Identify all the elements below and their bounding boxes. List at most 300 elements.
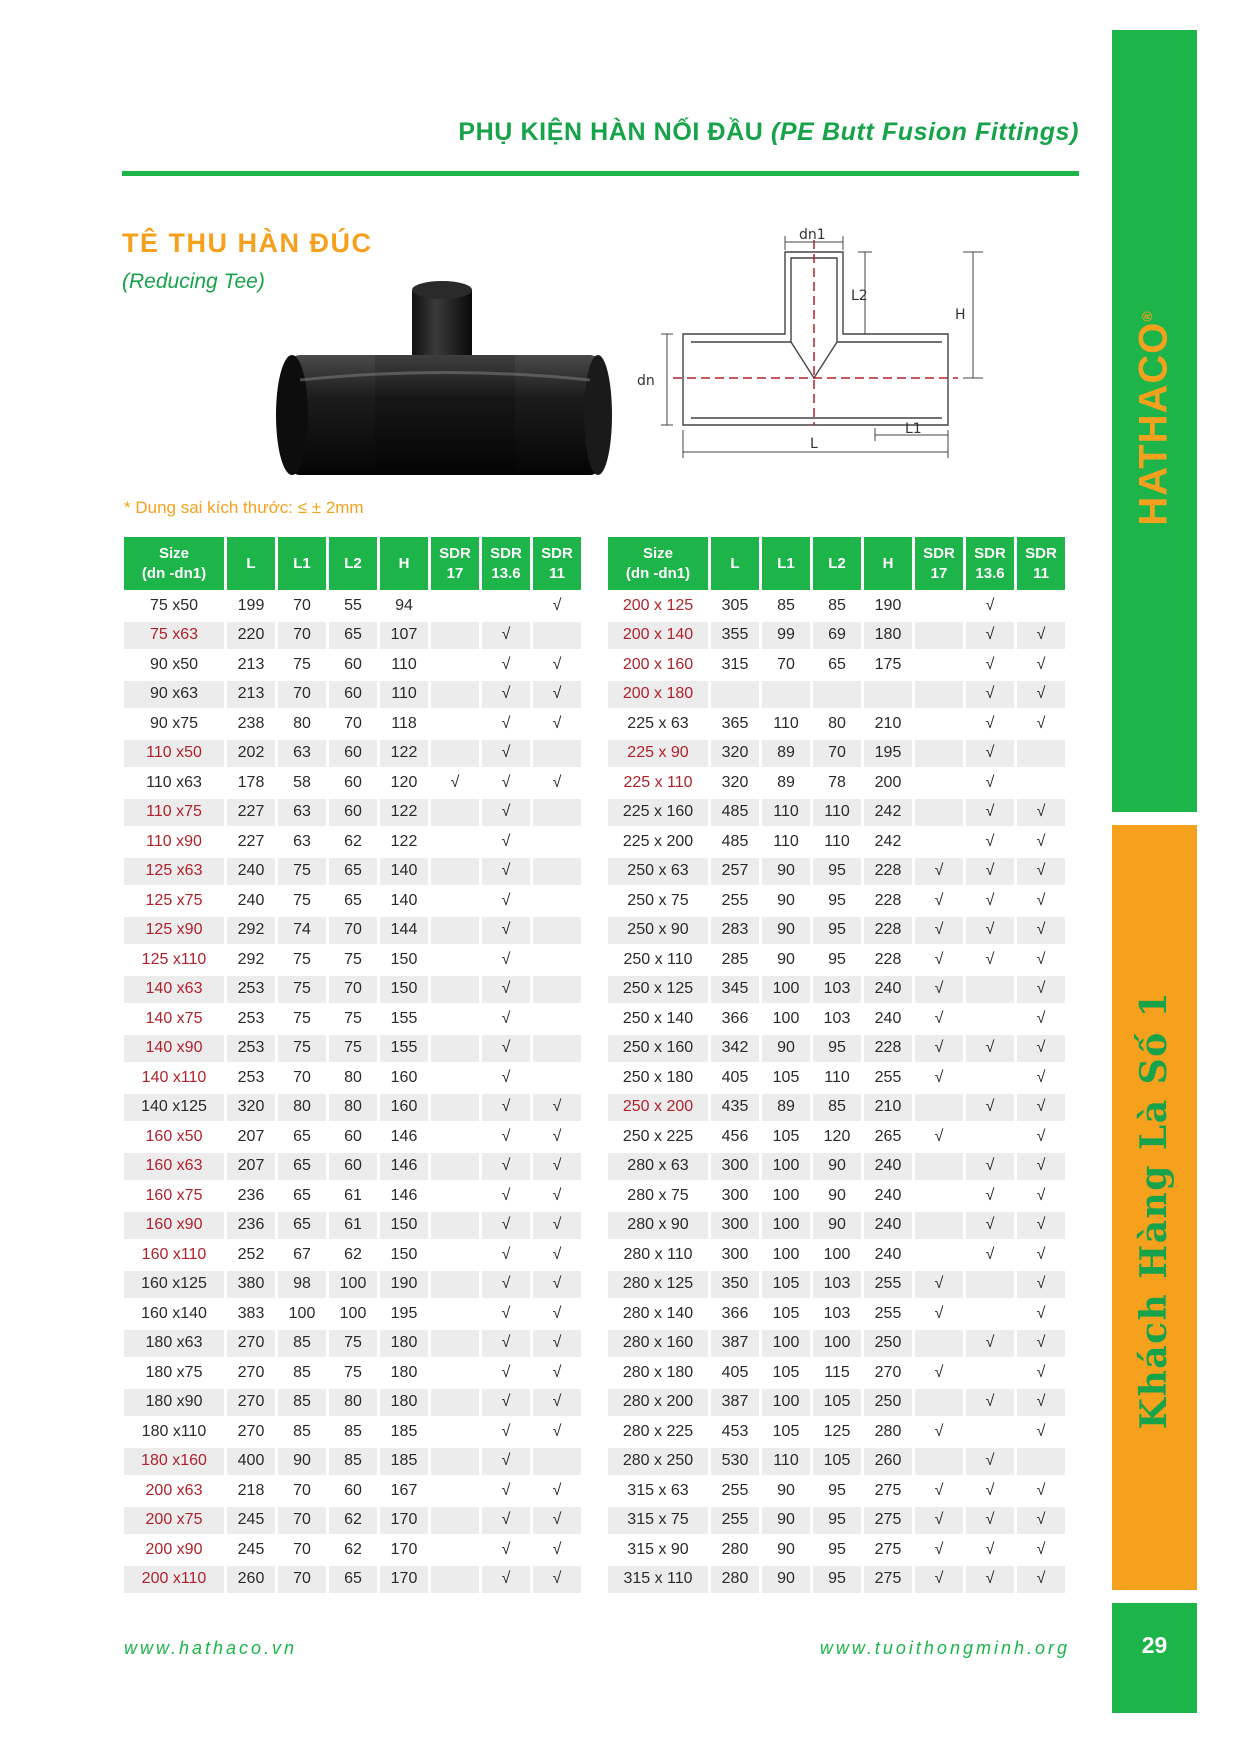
cell-l1: 75: [278, 858, 326, 886]
cell-l: 255: [711, 1507, 759, 1535]
cell-sdr11: √: [1036, 950, 1046, 968]
cell-size: 140 x110: [141, 1068, 207, 1086]
table-row: [124, 799, 581, 827]
cell-l2: 85: [828, 596, 846, 614]
table-row: [608, 769, 1065, 797]
cell-h: 255: [864, 1271, 912, 1299]
table-row: [124, 1566, 581, 1594]
cell-size: 160 x63: [124, 1153, 224, 1181]
cell-sdr17: [431, 1123, 479, 1151]
cell-sdr17: √: [915, 976, 963, 1004]
cell-sdr11: √: [533, 1389, 581, 1417]
cell-l1: 63: [293, 832, 311, 850]
cell-sdr11: [533, 887, 581, 915]
cell-l2: 95: [828, 1540, 846, 1558]
cell-l1: 90: [762, 1566, 810, 1594]
cell-l1: 65: [293, 1127, 311, 1145]
cell-sdr11: √: [1036, 655, 1046, 673]
cell-sdr11: √: [552, 1540, 562, 1558]
cell-size: 250 x 110: [623, 950, 693, 968]
table-row: [124, 769, 581, 797]
cell-sdr11: √: [1017, 917, 1065, 945]
cell-sdr136: √: [501, 950, 511, 968]
cell-l: 199: [237, 596, 265, 614]
cell-h: 150: [390, 950, 418, 968]
cell-sdr17: [915, 828, 963, 856]
cell-l: 280: [721, 1540, 749, 1558]
cell-h: 150: [390, 1245, 418, 1263]
cell-h: 190: [874, 596, 902, 614]
cell-l1: 99: [762, 622, 810, 650]
cell-sdr11: √: [552, 1422, 562, 1440]
header-divider: [122, 171, 1079, 176]
cell-size: 250 x 125: [608, 976, 708, 1004]
cell-sdr136: [966, 1300, 1014, 1328]
cell-l2: 103: [823, 1304, 851, 1322]
cell-h: 228: [874, 891, 902, 909]
page-header: [122, 118, 1079, 147]
cell-sdr11: [1017, 769, 1065, 797]
cell-sdr17: [431, 858, 479, 886]
cell-sdr17: [431, 740, 479, 768]
cell-sdr17: [431, 976, 479, 1004]
header-l2: L2: [813, 537, 861, 590]
header-l: L: [711, 537, 759, 590]
cell-size: 280 x 225: [622, 1422, 694, 1440]
cell-l2: 115: [824, 1363, 850, 1381]
diagram-label-l2: L2: [851, 288, 868, 304]
header-sdr136: SDR 13.6: [482, 537, 530, 590]
cell-h: 228: [864, 1035, 912, 1063]
table-row: [608, 1123, 1065, 1151]
cell-sdr11: √: [1036, 1481, 1046, 1499]
cell-l: 300: [721, 1245, 749, 1263]
cell-sdr136: [966, 1271, 1014, 1299]
cell-size: 225 x 200: [622, 832, 694, 850]
cell-l1: 65: [293, 1186, 311, 1204]
cell-l2: 80: [329, 1389, 377, 1417]
cell-l: 253: [227, 976, 275, 1004]
tolerance-note: * Dung sai kích thước: ≤ ± 2mm: [124, 498, 364, 517]
cell-sdr17: [915, 622, 963, 650]
cell-size: 200 x 180: [608, 681, 708, 709]
cell-sdr136: √: [985, 596, 995, 614]
cell-l2: 103: [813, 976, 861, 1004]
cell-sdr136: √: [966, 681, 1014, 709]
cell-sdr11: √: [1036, 1127, 1046, 1145]
cell-l1: 75: [293, 655, 311, 673]
size-table-right: [605, 535, 1068, 1595]
cell-l1: 85: [293, 1363, 311, 1381]
cell-l1: 70: [278, 622, 326, 650]
cell-h: 195: [864, 740, 912, 768]
cell-size: 250 x 160: [608, 1035, 708, 1063]
cell-sdr17: [431, 681, 479, 709]
cell-size: 225 x 90: [608, 740, 708, 768]
cell-l2: 69: [813, 622, 861, 650]
cell-l2: 75: [329, 1330, 377, 1358]
cell-l2: 95: [813, 858, 861, 886]
cell-sdr11: √: [1036, 1245, 1046, 1263]
cell-size: 280 x 250: [608, 1448, 708, 1476]
cell-h: 110: [391, 655, 417, 673]
cell-sdr17: √: [934, 950, 944, 968]
cell-l: 380: [227, 1271, 275, 1299]
cell-size: 280 x 125: [608, 1271, 708, 1299]
cell-sdr136: [966, 1418, 1014, 1446]
cell-sdr11: √: [1036, 1009, 1046, 1027]
cell-sdr17: [431, 592, 479, 620]
cell-sdr17: √: [450, 773, 460, 791]
cell-sdr136: √: [482, 1035, 530, 1063]
cell-l2: 100: [329, 1271, 377, 1299]
cell-sdr11: √: [533, 1330, 581, 1358]
cell-sdr11: √: [1036, 1304, 1046, 1322]
slogan-text: Khách Hàng Là Số 1: [1133, 990, 1175, 1430]
cell-h: 122: [380, 740, 428, 768]
footer-website-right[interactable]: www.tuoithongminh.org: [819, 1638, 1070, 1658]
cell-l: 270: [227, 1330, 275, 1358]
cell-h: 255: [874, 1068, 902, 1086]
cell-sdr136: √: [966, 1035, 1014, 1063]
cell-sdr17: √: [934, 1363, 944, 1381]
cell-h: 265: [874, 1127, 902, 1145]
cell-sdr11: [1017, 740, 1065, 768]
table-header-row: [124, 537, 581, 590]
cell-sdr11: √: [552, 655, 562, 673]
cell-size: 200 x 125: [622, 596, 694, 614]
cell-h: 195: [390, 1304, 418, 1322]
cell-l2: 100: [813, 1330, 861, 1358]
cell-sdr136: [966, 976, 1014, 1004]
table-row: [608, 799, 1065, 827]
cell-l2: 100: [339, 1304, 367, 1322]
cell-l2: 95: [813, 1566, 861, 1594]
cell-l1: 105: [772, 1068, 800, 1086]
cell-h: 180: [380, 1330, 428, 1358]
table-row: [124, 1182, 581, 1210]
cell-l: 405: [721, 1068, 749, 1086]
table-row: [608, 917, 1065, 945]
cell-l2: 65: [329, 622, 377, 650]
diagram-label-dn: dn: [637, 373, 655, 389]
cell-h: 240: [874, 1009, 902, 1027]
cell-l1: 100: [772, 1245, 800, 1263]
cell-sdr11: [533, 828, 581, 856]
cell-h: [864, 681, 912, 709]
cell-size: 315 x 75: [608, 1507, 708, 1535]
cell-sdr11: √: [1036, 1422, 1046, 1440]
cell-h: 140: [390, 891, 418, 909]
cell-sdr11: √: [533, 1094, 581, 1122]
cell-l1: 70: [293, 1540, 311, 1558]
cell-size: 110 x63: [146, 773, 202, 791]
cell-l1: 100: [762, 976, 810, 1004]
cell-h: 242: [874, 832, 902, 850]
cell-sdr136: √: [482, 858, 530, 886]
cell-sdr136: √: [966, 1389, 1014, 1417]
cell-l1: 80: [293, 714, 311, 732]
cell-l: 257: [711, 858, 759, 886]
cell-sdr11: [533, 858, 581, 886]
cell-h: 155: [380, 1035, 428, 1063]
cell-sdr17: [431, 1241, 479, 1269]
cell-size: 110 x75: [124, 799, 224, 827]
cell-size: 90 x63: [124, 681, 224, 709]
cell-l2: [813, 681, 861, 709]
cell-l1: 74: [278, 917, 326, 945]
cell-size: 315 x 90: [627, 1540, 689, 1558]
cell-size: 250 x 63: [608, 858, 708, 886]
cell-l1: 85: [278, 1330, 326, 1358]
table-row: [124, 1300, 581, 1328]
table-row: [608, 740, 1065, 768]
cell-size: 90 x50: [149, 655, 199, 673]
cell-sdr136: √: [985, 714, 995, 732]
cell-l1: 90: [762, 858, 810, 886]
cell-sdr136: √: [482, 1330, 530, 1358]
cell-l: 285: [721, 950, 749, 968]
table-row: [124, 651, 581, 679]
cell-l1: 58: [293, 773, 311, 791]
page-title-en: (PE Butt Fusion Fittings): [770, 118, 1079, 146]
cell-l2: 61: [344, 1186, 362, 1204]
cell-sdr136: √: [501, 1009, 511, 1027]
cell-l: 238: [237, 714, 265, 732]
cell-sdr17: [915, 769, 963, 797]
cell-l: 345: [711, 976, 759, 1004]
table-row: [124, 740, 581, 768]
cell-sdr11: √: [1017, 1330, 1065, 1358]
cell-l2: 95: [813, 1035, 861, 1063]
cell-size: 140 x125: [124, 1094, 224, 1122]
cell-l1: 70: [278, 1507, 326, 1535]
cell-l1: 110: [762, 799, 810, 827]
cell-l1: 110: [773, 832, 799, 850]
product-title: TÊ THU HÀN ĐÚC: [122, 228, 373, 258]
cell-sdr136: √: [966, 1507, 1014, 1535]
cell-sdr11: √: [1017, 1212, 1065, 1240]
table-row: [608, 592, 1065, 620]
cell-sdr136: √: [501, 832, 511, 850]
table-row: [608, 1035, 1065, 1063]
cell-sdr17: √: [934, 1540, 944, 1558]
cell-size: 140 x90: [124, 1035, 224, 1063]
cell-h: 250: [864, 1330, 912, 1358]
cell-sdr136: [966, 1123, 1014, 1151]
header-size: Size (dn -dn1): [608, 537, 708, 590]
cell-l2: 110: [824, 832, 850, 850]
cell-l: 350: [711, 1271, 759, 1299]
cell-l2: 75: [344, 1009, 362, 1027]
cell-sdr11: √: [1017, 1389, 1065, 1417]
cell-l: 213: [237, 655, 265, 673]
cell-l2: 90: [828, 1186, 846, 1204]
cell-sdr11: [533, 946, 581, 974]
cell-size: 180 x160: [124, 1448, 224, 1476]
cell-sdr17: [431, 917, 479, 945]
cell-l2: 65: [344, 891, 362, 909]
table-row: [608, 1566, 1065, 1594]
table-row: [124, 1507, 581, 1535]
cell-h: 94: [395, 596, 413, 614]
cell-sdr136: √: [966, 1330, 1014, 1358]
cell-size: 125 x63: [124, 858, 224, 886]
cell-l: 405: [721, 1363, 749, 1381]
cell-l: 355: [711, 622, 759, 650]
cell-sdr11: [533, 622, 581, 650]
cell-sdr17: [431, 1094, 479, 1122]
cell-h: 170: [390, 1540, 418, 1558]
cell-l1: 90: [762, 1507, 810, 1535]
cell-l1: 85: [777, 596, 795, 614]
cell-size: 75 x50: [149, 596, 199, 614]
table-row: [608, 828, 1065, 856]
cell-l: 305: [721, 596, 749, 614]
cell-sdr136: √: [501, 773, 511, 791]
cell-l: 178: [237, 773, 265, 791]
table-row: [608, 1212, 1065, 1240]
cell-l1: [762, 681, 810, 709]
cell-l2: 95: [828, 891, 846, 909]
cell-sdr136: √: [501, 1540, 511, 1558]
cell-sdr11: √: [1017, 1094, 1065, 1122]
cell-l1: 70: [777, 655, 795, 673]
table-body-left: [124, 592, 581, 1593]
cell-sdr11: √: [533, 681, 581, 709]
table-row: [608, 946, 1065, 974]
cell-size: 75 x63: [124, 622, 224, 650]
table-row: [608, 1418, 1065, 1446]
cell-l2: 70: [813, 740, 861, 768]
cell-l1: 90: [762, 917, 810, 945]
table-row: [608, 1389, 1065, 1417]
cell-l: 315: [721, 655, 749, 673]
cell-l: 435: [711, 1094, 759, 1122]
cell-l2: 75: [344, 1363, 362, 1381]
header-sdr17: SDR 17: [915, 537, 963, 590]
cell-sdr17: [431, 1300, 479, 1328]
cell-l2: 125: [823, 1422, 851, 1440]
cell-sdr17: [431, 622, 479, 650]
cell-size: 180 x90: [124, 1389, 224, 1417]
table-row: [124, 622, 581, 650]
cell-l: 320: [227, 1094, 275, 1122]
cell-sdr11: √: [1036, 832, 1046, 850]
table-row: [608, 1448, 1065, 1476]
header-sdr136: SDR 13.6: [966, 537, 1014, 590]
cell-sdr17: √: [934, 1481, 944, 1499]
cell-sdr11: √: [552, 1304, 562, 1322]
cell-sdr136: √: [966, 858, 1014, 886]
cell-h: 275: [864, 1566, 912, 1594]
cell-l: 255: [721, 891, 749, 909]
cell-sdr136: √: [501, 714, 511, 732]
cell-size: 160 x140: [141, 1304, 207, 1322]
cell-l: 366: [721, 1304, 749, 1322]
cell-l2: 60: [344, 1481, 362, 1499]
cell-h: 122: [390, 832, 418, 850]
cell-l1: 100: [762, 1389, 810, 1417]
cell-l2: 80: [828, 714, 846, 732]
table-row: [608, 1241, 1065, 1269]
cell-sdr17: √: [915, 1566, 963, 1594]
cell-l1: 90: [777, 891, 795, 909]
cell-l: 292: [237, 950, 265, 968]
cell-l1: 105: [772, 1304, 800, 1322]
table-row: [608, 1064, 1065, 1092]
cell-sdr136: √: [501, 891, 511, 909]
cell-l: 245: [227, 1507, 275, 1535]
cell-h: 240: [864, 1212, 912, 1240]
cell-sdr11: √: [533, 1153, 581, 1181]
cell-sdr17: √: [915, 1035, 963, 1063]
cell-sdr136: √: [482, 622, 530, 650]
reducing-tee-photo: [270, 280, 620, 495]
header-h: H: [380, 537, 428, 590]
cell-size: 250 x 225: [622, 1127, 694, 1145]
cell-sdr17: [915, 681, 963, 709]
cell-h: 275: [874, 1481, 902, 1499]
cell-h: 260: [864, 1448, 912, 1476]
cell-sdr17: √: [915, 1271, 963, 1299]
cell-l: 253: [227, 1035, 275, 1063]
cell-sdr11: √: [1017, 1271, 1065, 1299]
cell-l: 240: [227, 858, 275, 886]
cell-sdr136: √: [482, 917, 530, 945]
cell-h: 190: [380, 1271, 428, 1299]
table-row: [608, 1536, 1065, 1564]
cell-sdr17: [431, 1064, 479, 1092]
cell-size: 125 x90: [124, 917, 224, 945]
cell-size: 200 x75: [124, 1507, 224, 1535]
cell-h: 160: [390, 1068, 418, 1086]
table-row: [124, 1389, 581, 1417]
cell-sdr17: [915, 799, 963, 827]
cell-sdr17: [431, 799, 479, 827]
cell-l: 300: [721, 1186, 749, 1204]
cell-sdr136: √: [985, 1245, 995, 1263]
cell-sdr136: √: [482, 799, 530, 827]
table-row: [608, 976, 1065, 1004]
cell-size: 250 x 75: [627, 891, 689, 909]
cell-l2: 85: [344, 1422, 362, 1440]
brand-logo: HATHACO®: [1131, 310, 1176, 526]
cell-sdr11: √: [552, 596, 562, 614]
cell-l: 227: [237, 832, 265, 850]
table-row: [124, 1359, 581, 1387]
cell-size: 140 x63: [124, 976, 224, 1004]
cell-size: 90 x75: [149, 714, 199, 732]
cell-sdr17: [915, 1330, 963, 1358]
cell-size: 140 x75: [145, 1009, 203, 1027]
table-row: [124, 1212, 581, 1240]
table-row: [124, 1123, 581, 1151]
cell-sdr11: √: [533, 1271, 581, 1299]
footer-website-left[interactable]: www.hathaco.vn: [124, 1638, 298, 1658]
cell-sdr136: √: [501, 1481, 511, 1499]
cell-size: 125 x110: [141, 950, 207, 968]
cell-sdr136: √: [966, 740, 1014, 768]
diagram-label-dn1: dn1: [799, 227, 826, 243]
cell-size: 250 x 90: [608, 917, 708, 945]
cell-l2: 105: [813, 1389, 861, 1417]
cell-l2: 75: [329, 1035, 377, 1063]
cell-sdr136: [966, 1064, 1014, 1092]
table-row: [608, 1359, 1065, 1387]
cell-size: 280 x 63: [608, 1153, 708, 1181]
cell-size: 200 x110: [124, 1566, 224, 1594]
